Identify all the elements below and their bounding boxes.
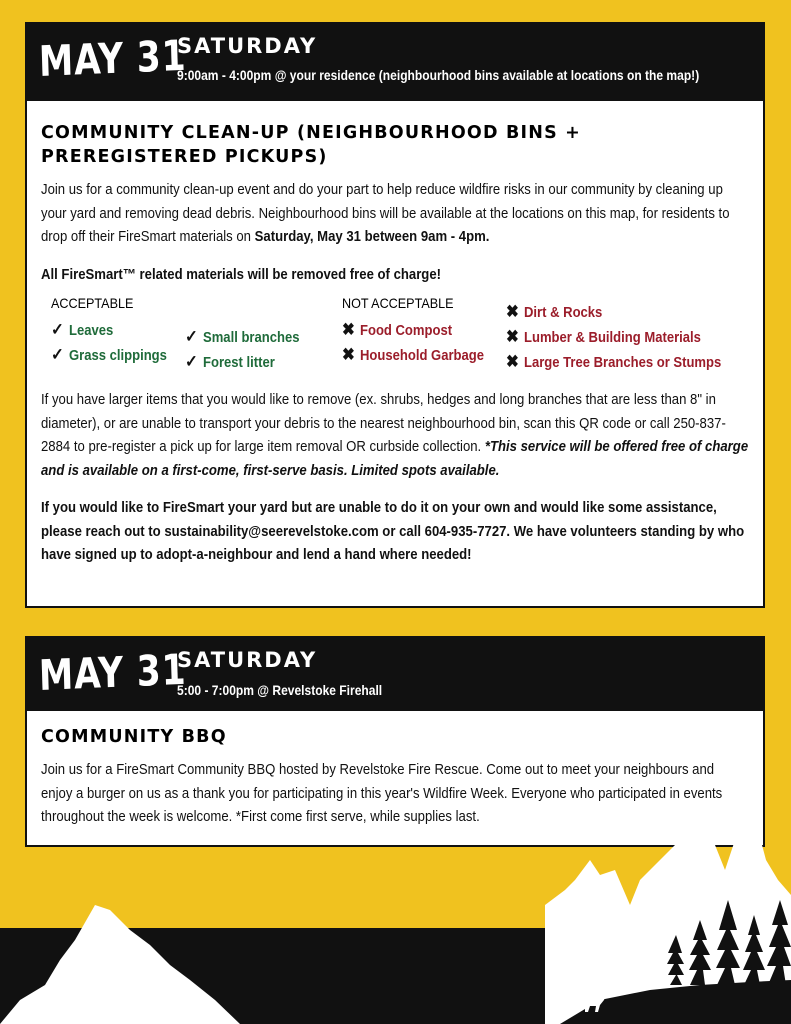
not-acceptable-item-label: Food Compost [360, 323, 453, 339]
not-acceptable-header: NOT ACCEPTABLE [342, 295, 454, 311]
acceptable-item-label: Leaves [69, 323, 114, 339]
check-icon: ✓ [185, 352, 198, 371]
event-description: Join us for a FireSmart Community BBQ hosted by Revelstoke Fire Rescue. Come out to meet your neighbours and enjoy a burger on us as a thank you for participating in this year's Wildfire Week. Everyone who participated in events throughout the week is welcome. *First come first serve, while supplies last. [41, 762, 723, 825]
event-title-line2: PREREGISTERED PICKUPS) [41, 147, 328, 167]
cross-icon: ✖ [342, 345, 355, 364]
mountain-shape [0, 905, 240, 1024]
check-icon: ✓ [51, 345, 64, 364]
cross-icon: ✖ [506, 327, 519, 346]
event-date: MAY 31 [38, 644, 188, 700]
pickup-service-note: *This service will be offered free of charge and is available on a first-come, first-serve basis. Limited spots available. [41, 439, 749, 479]
free-note-text: All FireSmart™ related materials will be removed free of charge! [41, 266, 442, 283]
not-acceptable-item-label: Lumber & Building Materials [524, 330, 701, 346]
event-day: SATURDAY [177, 648, 318, 672]
description-date-bold: Saturday, May 31 between 9am - 4pm. [254, 229, 490, 245]
assistance-text: If you would like to FireSmart your yard but are unable to do it on your own and would like some assistance, please reach out to sustainability@seerevelstoke.com or call 604-935-7727. We have volunteers standing by who have signed up to adopt-a-neighbour and lend a hand where needed! [41, 500, 745, 563]
not-acceptable-item-label: Dirt & Rocks [524, 305, 603, 321]
event-title-line1: COMMUNITY CLEAN-UP (NEIGHBOURHOOD BINS + [41, 123, 582, 143]
cross-icon: ✖ [506, 302, 519, 321]
not-acceptable-item-label: Large Tree Branches or Stumps [524, 355, 722, 371]
cross-icon: ✖ [342, 320, 355, 339]
not-acceptable-item-label: Household Garbage [360, 348, 485, 364]
event-date: MAY 31 [38, 30, 188, 86]
event-day: SATURDAY [177, 34, 318, 58]
event-title: COMMUNITY BBQ [41, 727, 227, 747]
acceptable-item-label: Small branches [203, 330, 300, 346]
check-icon: ✓ [51, 320, 64, 339]
acceptable-item-label: Forest litter [203, 355, 275, 371]
pickup-info-text: If you have larger items that you would like to remove (ex. shrubs, hedges and long branches that are less than 8" in diameter), or are unable to transport your debris to the nearest neighbourhood bin, scan this QR code or call 250-837-2884 to pre-register a pick up for large item removal OR curbside collection. [41, 392, 726, 455]
acceptable-item-label: Grass clippings [69, 348, 167, 364]
event-time-location: 5:00 - 7:00pm @ Revelstoke Firehall [177, 682, 383, 698]
check-icon: ✓ [185, 327, 198, 346]
description-text: Join us for a community clean-up event and do your part to help reduce wildfire risks in our community by cleaning up your yard and removing dead debris. Neighbourhood bins will be available at the locations on this map, for residents to drop off their FireSmart materials on [41, 182, 730, 245]
cross-icon: ✖ [506, 352, 519, 371]
event-time-location: 9:00am - 4:00pm @ your residence (neighbourhood bins available at locations on the map!) [177, 67, 700, 83]
acceptable-header: ACCEPTABLE [51, 295, 134, 311]
